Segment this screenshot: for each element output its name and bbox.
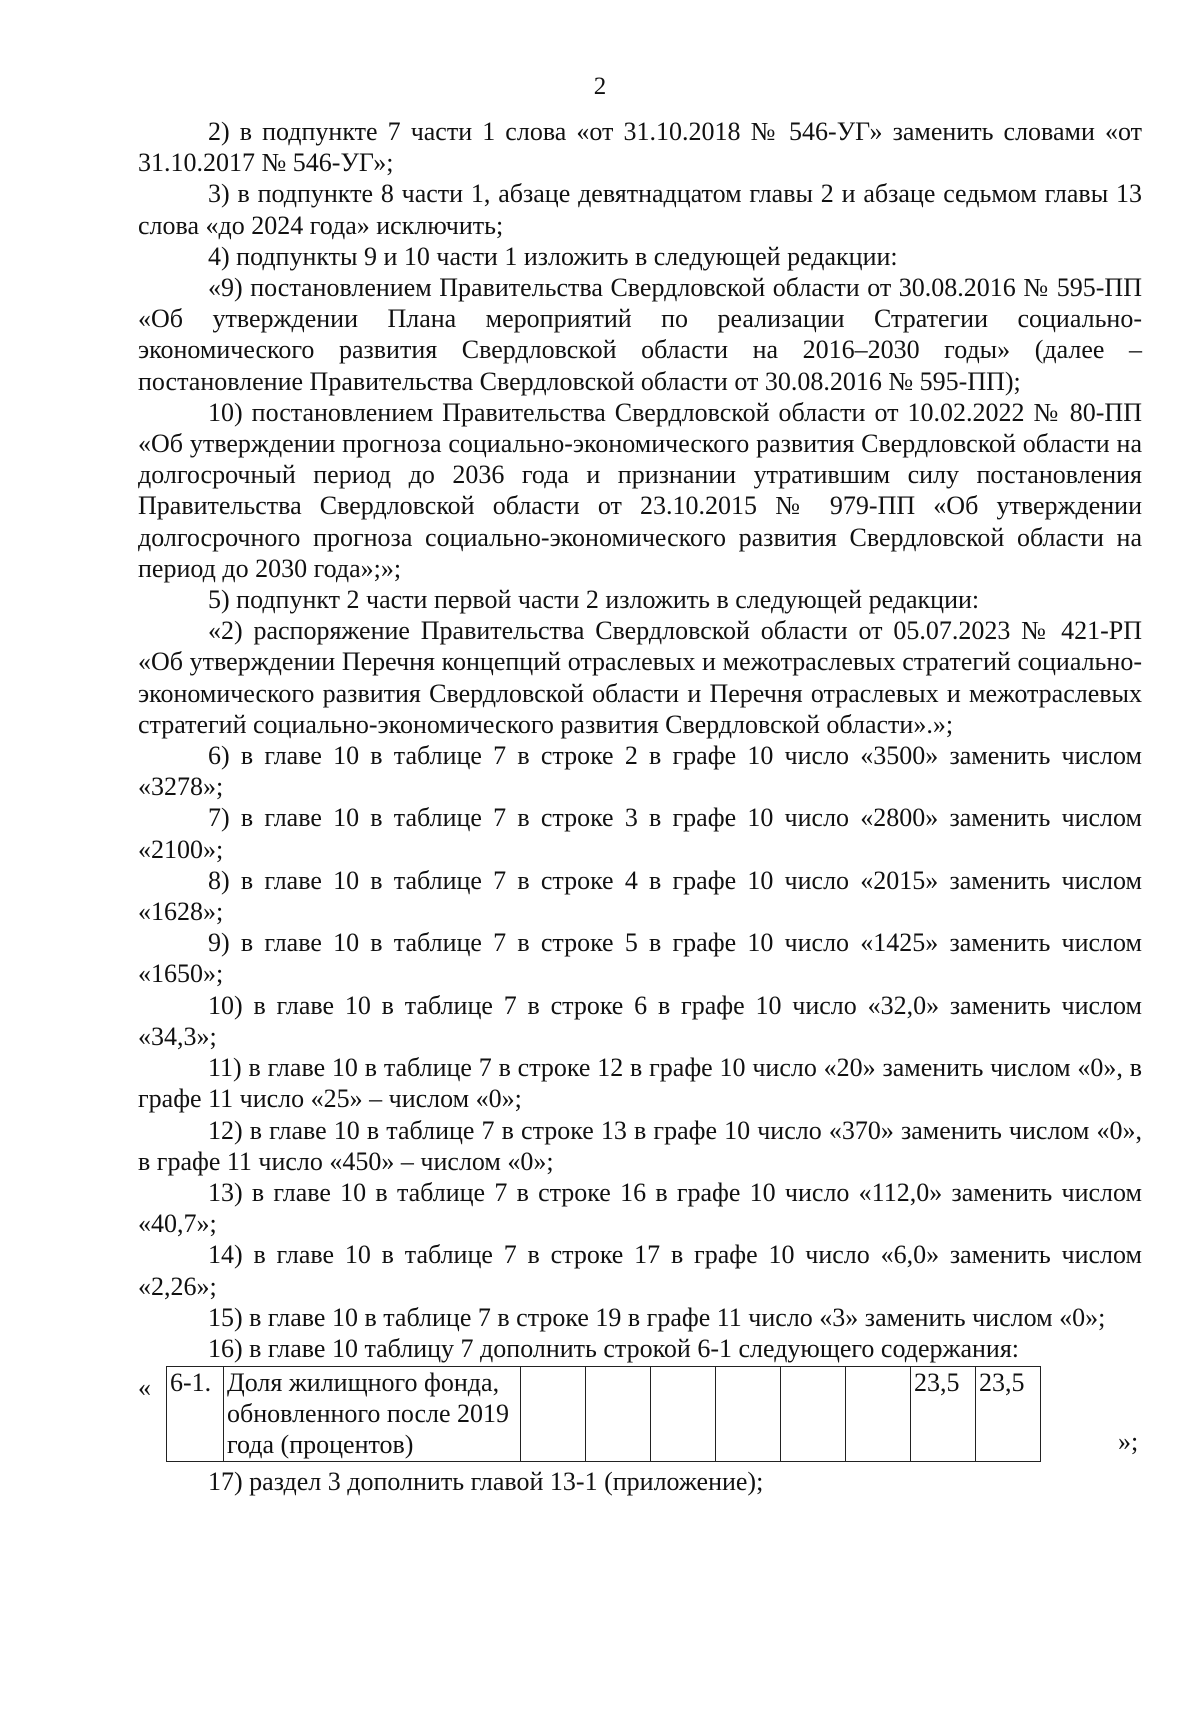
table-cell-number: 6-1. — [167, 1367, 224, 1462]
table-cell-empty — [521, 1367, 586, 1462]
paragraph: 16) в главе 10 таблицу 7 дополнить строкой 6-1 следующего содержания: — [208, 1333, 1020, 1363]
table-cell-empty — [651, 1367, 716, 1462]
table-cell-empty — [846, 1367, 911, 1462]
paragraph: 7) в главе 10 в таблице 7 в строке 3 в графе 10 число «2800» заменить числом «2100»; — [138, 803, 1142, 864]
paragraph: 11) в главе 10 в таблице 7 в строке 12 в графе 10 число «20» заменить числом «0», в графе 11 число «25» – числом «0»; — [138, 1053, 1142, 1114]
table-cell-value: 23,5 — [976, 1367, 1041, 1462]
document-body — [138, 116, 1142, 1497]
paragraph: 5) подпункт 2 части первой части 2 изложить в следующей редакции: — [208, 585, 980, 615]
paragraph: «2) распоряжение Правительства Свердловской области от 05.07.2023 № 421-РП «Об утверждении Перечня концепций отраслевых и межотраслевых стратегий социально-экономического развития Свердловской области и Перечня отраслевых и межотраслевых стратегий социально-экономического развития Свердловской области».»; — [138, 616, 1142, 739]
paragraph: 4) подпункты 9 и 10 части 1 изложить в следующей редакции: — [208, 241, 898, 271]
opening-quote: « — [138, 1373, 151, 1403]
table-cell-empty — [586, 1367, 651, 1462]
paragraph: 17) раздел 3 дополнить главой 13-1 (приложение); — [208, 1467, 764, 1497]
closing-quote: »; — [1118, 1427, 1139, 1457]
table-cell-value: 23,5 — [911, 1367, 976, 1462]
paragraph: 10) в главе 10 в таблице 7 в строке 6 в графе 10 число «32,0» заменить числом «34,3»; — [138, 990, 1142, 1051]
paragraph: 14) в главе 10 в таблице 7 в строке 17 в графе 10 число «6,0» заменить числом «2,26»; — [138, 1240, 1142, 1301]
paragraph: 8) в главе 10 в таблице 7 в строке 4 в графе 10 число «2015» заменить числом «1628»; — [138, 865, 1142, 927]
paragraph: 13) в главе 10 в таблице 7 в строке 16 в графе 10 число «112,0» заменить числом «40,7»; — [138, 1177, 1142, 1239]
paragraph: 12) в главе 10 в таблице 7 в строке 13 в графе 10 число «370» заменить числом «0», в графе 11 число «450» – числом «0»; — [138, 1115, 1142, 1176]
paragraph: 15) в главе 10 в таблице 7 в строке 19 в графе 11 число «3» заменить числом «0»; — [208, 1302, 1106, 1332]
paragraph: 10) постановлением Правительства Свердловской области от 10.02.2022 № 80-ПП «Об утверждении прогноза социально-экономического развития Свердловской области на долгосрочный период до 2036 года и признании утратившим силу постановления Правительства Свердловской области от 23.10.2015 № 979-ПП «Об утверждении долгосрочного прогноза социально-экономического развития Свердловской области на период до 2030 года»;»; — [138, 397, 1142, 583]
paragraph: 6) в главе 10 в таблице 7 в строке 2 в графе 10 число «3500» заменить числом «3278»; — [138, 741, 1142, 802]
paragraph: 3) в подпункте 8 части 1, абзаце девятнадцатом главы 2 и абзаце седьмом главы 13 слова «до 2024 года» исключить; — [138, 179, 1142, 240]
inserted-table-row — [138, 1366, 1142, 1464]
paragraph: 2) в подпункте 7 части 1 слова «от 31.10.2018 № 546-УГ» заменить словами «от 31.10.2017 № 546-УГ»; — [138, 117, 1142, 178]
table-cell-empty — [716, 1367, 781, 1462]
table-cell-empty — [781, 1367, 846, 1462]
table-row — [167, 1367, 1041, 1462]
table-cell-indicator: Доля жилищного фонда, обновленного после 2019 года (процентов) — [224, 1367, 521, 1462]
table — [166, 1366, 1041, 1462]
paragraph: 9) в главе 10 в таблице 7 в строке 5 в графе 10 число «1425» заменить числом «1650»; — [138, 928, 1142, 989]
paragraph: «9) постановлением Правительства Свердловской области от 30.08.2016 № 595-ПП «Об утверждении Плана мероприятий по реализации Стратегии социально-экономического развития Свердловской области на 2016–2030 годы» (далее – постановление Правительства Свердловской области от 30.08.2016 № 595-ПП); — [138, 273, 1142, 396]
page-number: 2 — [593, 73, 607, 100]
